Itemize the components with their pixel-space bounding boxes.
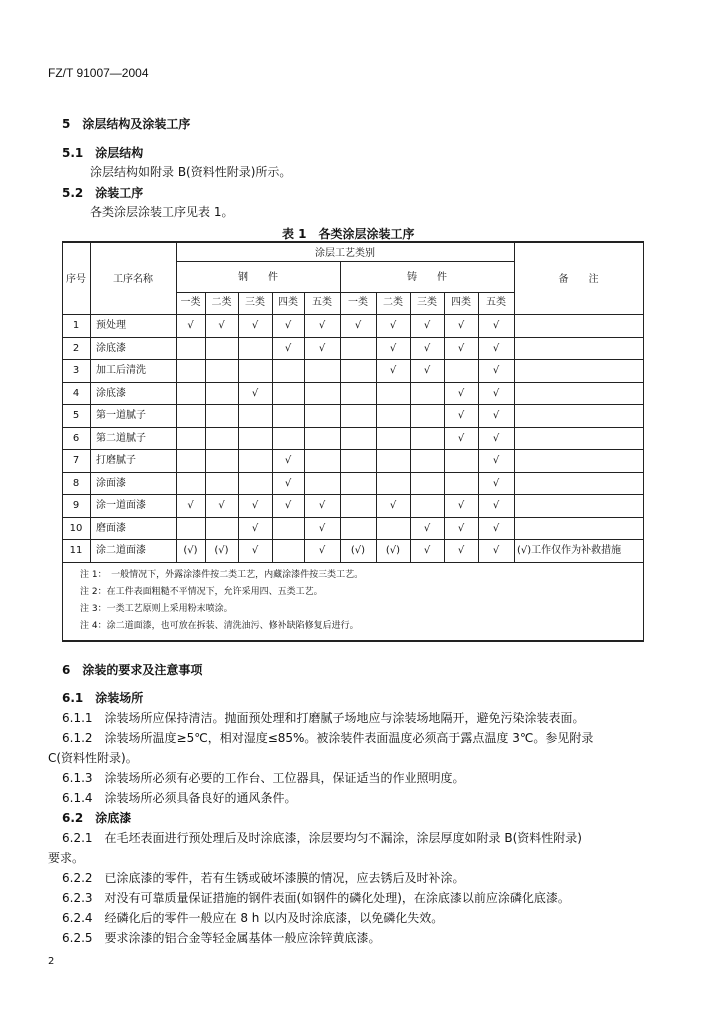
row-check-mark: √	[423, 320, 431, 331]
row-check-mark: √	[492, 522, 500, 534]
row-check-mark: √	[492, 432, 500, 444]
row-process-name: 涂面漆	[96, 477, 126, 489]
header-steel: 钢 件	[238, 272, 278, 283]
table-border-right	[643, 241, 644, 640]
table-note: 注 2：在工件表面粗糙不平情况下，允许采用四、五类工艺。	[80, 586, 323, 597]
para-6-1-2-cont: C(资料性附录)。	[48, 751, 138, 765]
row-check-mark: √	[318, 545, 326, 556]
row-number: 7	[72, 455, 80, 466]
header-note: 备 注	[558, 274, 599, 285]
row-rule	[62, 562, 643, 563]
row-check-mark: √	[318, 320, 326, 331]
row-check-mark: (√)	[183, 545, 198, 556]
row-check-mark: (√)	[385, 545, 401, 556]
row-check-mark: √	[318, 500, 326, 511]
section-5-2-title: 5.2 涂装工序	[62, 186, 144, 200]
row-note: (√)工作仅作为补救措施	[517, 545, 622, 556]
row-number: 8	[72, 477, 80, 489]
row-check-mark: √	[457, 545, 465, 556]
table-note: 注 1： 一般情况下，外露涂漆件按二类工艺，内藏涂漆件按三类工艺。	[80, 569, 364, 580]
table-caption: 表 1 各类涂层涂装工序	[282, 227, 415, 241]
row-check-mark: √	[251, 500, 259, 511]
row-check-mark: √	[423, 342, 431, 354]
row-rule	[62, 359, 643, 360]
row-check-mark: √	[389, 320, 397, 331]
row-check-mark: √	[457, 342, 465, 354]
col-divider-note	[514, 241, 515, 562]
para-6-1-1: 6.1.1 涂装场所应保持清洁。抛面预处理和打磨腻子场地应与涂装场地隔开，避免污染涂装表面。	[62, 711, 585, 725]
row-rule	[62, 539, 643, 540]
header-rule-1	[176, 261, 514, 262]
row-rule	[62, 472, 643, 473]
header-rule-end	[62, 314, 643, 315]
row-rule	[62, 449, 643, 450]
header-seq: 序号	[66, 274, 86, 285]
row-number: 6	[72, 432, 80, 444]
header-subclass: 一类	[180, 297, 201, 308]
row-check-mark: √	[492, 387, 500, 399]
row-check-mark: √	[251, 387, 259, 399]
row-process-name: 涂底漆	[96, 387, 126, 399]
row-number: 9	[72, 500, 80, 511]
para-6-2-4: 6.2.4 经磷化后的零件一般应在 8 h 以内及时涂底漆，以免磷化失效。	[62, 911, 444, 925]
row-check-mark: √	[492, 477, 500, 489]
row-process-name: 打磨腻子	[96, 455, 136, 466]
col-divider-seq	[90, 241, 91, 562]
table-border-top	[62, 241, 643, 243]
header-subclass: 四类	[451, 297, 471, 308]
row-check-mark: √	[284, 320, 292, 331]
header-subclass: 五类	[486, 297, 506, 308]
section-6-2-title: 6.2 涂底漆	[62, 811, 132, 825]
row-check-mark: √	[389, 342, 397, 354]
row-check-mark: √	[389, 365, 397, 376]
para-6-2-3: 6.2.3 对没有可靠质量保证措施的钢件表面(如钢件的磷化处理)，在涂底漆以前应涂磷化底漆。	[62, 891, 570, 905]
section-5-title: 5 涂层结构及涂装工序	[62, 117, 191, 131]
table-note: 注 4：涂二道面漆，也可放在拆装、清洗油污、修补缺陷修复后进行。	[80, 620, 359, 631]
row-check-mark: √	[218, 320, 225, 331]
row-check-mark: √	[318, 522, 326, 534]
header-subclass: 二类	[383, 297, 403, 308]
header-subclass: 二类	[211, 297, 232, 308]
row-process-name: 涂二道面漆	[96, 545, 146, 556]
row-number: 1	[72, 320, 80, 331]
row-check-mark: √	[492, 342, 500, 354]
row-check-mark: (√)	[214, 545, 229, 556]
row-rule	[62, 427, 643, 428]
row-check-mark: √	[492, 455, 500, 466]
row-process-name: 涂一道面漆	[96, 500, 146, 511]
header-subclass: 四类	[278, 297, 298, 308]
row-check-mark: √	[492, 545, 500, 556]
row-number: 11	[69, 545, 83, 556]
row-process-name: 第二道腻子	[96, 432, 146, 444]
row-rule	[62, 382, 643, 383]
row-rule	[62, 517, 643, 518]
para-6-2-2: 6.2.2 已涂底漆的零件，若有生锈或破坏漆膜的情况，应去锈后及时补涂。	[62, 871, 465, 885]
header-subclass: 三类	[417, 297, 437, 308]
section-5-1-title: 5.1 涂层结构	[62, 146, 144, 160]
row-number: 10	[69, 522, 83, 534]
para-6-1-2: 6.1.2 涂装场所温度≥5℃，相对湿度≤85%。被涂装件表面温度必须高于露点温度 3℃。参见附录	[62, 731, 594, 745]
row-check-mark: √	[492, 410, 500, 421]
row-number: 2	[72, 342, 80, 354]
row-check-mark: (√)	[350, 545, 366, 556]
row-check-mark: √	[457, 320, 465, 331]
col-divider-name	[176, 241, 177, 562]
row-check-mark: √	[318, 342, 326, 354]
table-note: 注 3：一类工艺原则上采用粉末喷涂。	[80, 603, 233, 614]
row-check-mark: √	[389, 500, 397, 511]
row-check-mark: √	[457, 432, 465, 444]
standard-code: FZ/T 91007—2004	[48, 66, 149, 80]
row-process-name: 预处理	[96, 320, 126, 331]
header-subclass: 三类	[245, 297, 265, 308]
section-6-title: 6 涂装的要求及注意事项	[62, 663, 203, 677]
row-check-mark: √	[354, 320, 362, 331]
row-check-mark: √	[423, 545, 431, 556]
header-rule-2	[176, 292, 514, 293]
row-process-name: 加工后清洗	[96, 365, 146, 376]
para-6-2-1-cont: 要求。	[48, 851, 85, 865]
row-check-mark: √	[284, 477, 292, 489]
page-number: 2	[48, 956, 55, 967]
row-check-mark: √	[423, 365, 431, 376]
header-subclass: 五类	[312, 297, 332, 308]
row-check-mark: √	[457, 500, 465, 511]
row-number: 4	[72, 387, 80, 399]
row-process-name: 第一道腻子	[96, 410, 146, 421]
row-process-name: 涂底漆	[96, 342, 126, 354]
table-border-bottom	[62, 640, 644, 642]
para-6-2-5: 6.2.5 要求涂漆的铝合金等轻金属基体一般应涂锌黄底漆。	[62, 931, 381, 945]
row-check-mark: √	[251, 545, 259, 556]
row-number: 5	[72, 410, 80, 421]
row-rule	[62, 494, 643, 495]
header-subclass: 一类	[348, 297, 368, 308]
row-check-mark: √	[187, 500, 194, 511]
row-rule	[62, 404, 643, 405]
row-number: 3	[72, 365, 80, 376]
header-cast: 铸 件	[407, 272, 447, 283]
para-6-1-3: 6.1.3 涂装场所必须有必要的工作台、工位器具，保证适当的作业照明度。	[62, 771, 465, 785]
row-check-mark: √	[492, 500, 500, 511]
row-process-name: 磨面漆	[96, 522, 126, 534]
section-5-1-text: 涂层结构如附录 B(资料性附录)所示。	[90, 165, 292, 179]
row-check-mark: √	[457, 387, 465, 399]
row-check-mark: √	[284, 500, 292, 511]
row-check-mark: √	[284, 455, 292, 466]
row-check-mark: √	[457, 410, 465, 421]
row-check-mark: √	[457, 522, 465, 534]
para-6-1-4: 6.1.4 涂装场所必须具备良好的通风条件。	[62, 791, 297, 805]
row-rule	[62, 337, 643, 338]
row-check-mark: √	[492, 320, 500, 331]
row-check-mark: √	[251, 522, 259, 534]
row-check-mark: √	[423, 522, 431, 534]
section-6-1-title: 6.1 涂装场所	[62, 691, 144, 705]
para-6-2-1: 6.2.1 在毛坯表面进行预处理后及时涂底漆，涂层要均匀不漏涂，涂层厚度如附录 B(资料性附录)	[62, 831, 582, 845]
row-check-mark: √	[251, 320, 259, 331]
row-check-mark: √	[187, 320, 194, 331]
section-5-2-text: 各类涂层涂装工序见表 1。	[90, 205, 234, 219]
row-check-mark: √	[218, 500, 225, 511]
header-group: 涂层工艺类别	[315, 248, 375, 259]
row-check-mark: √	[284, 342, 292, 354]
header-name: 工序名称	[113, 274, 153, 285]
row-check-mark: √	[492, 365, 500, 376]
